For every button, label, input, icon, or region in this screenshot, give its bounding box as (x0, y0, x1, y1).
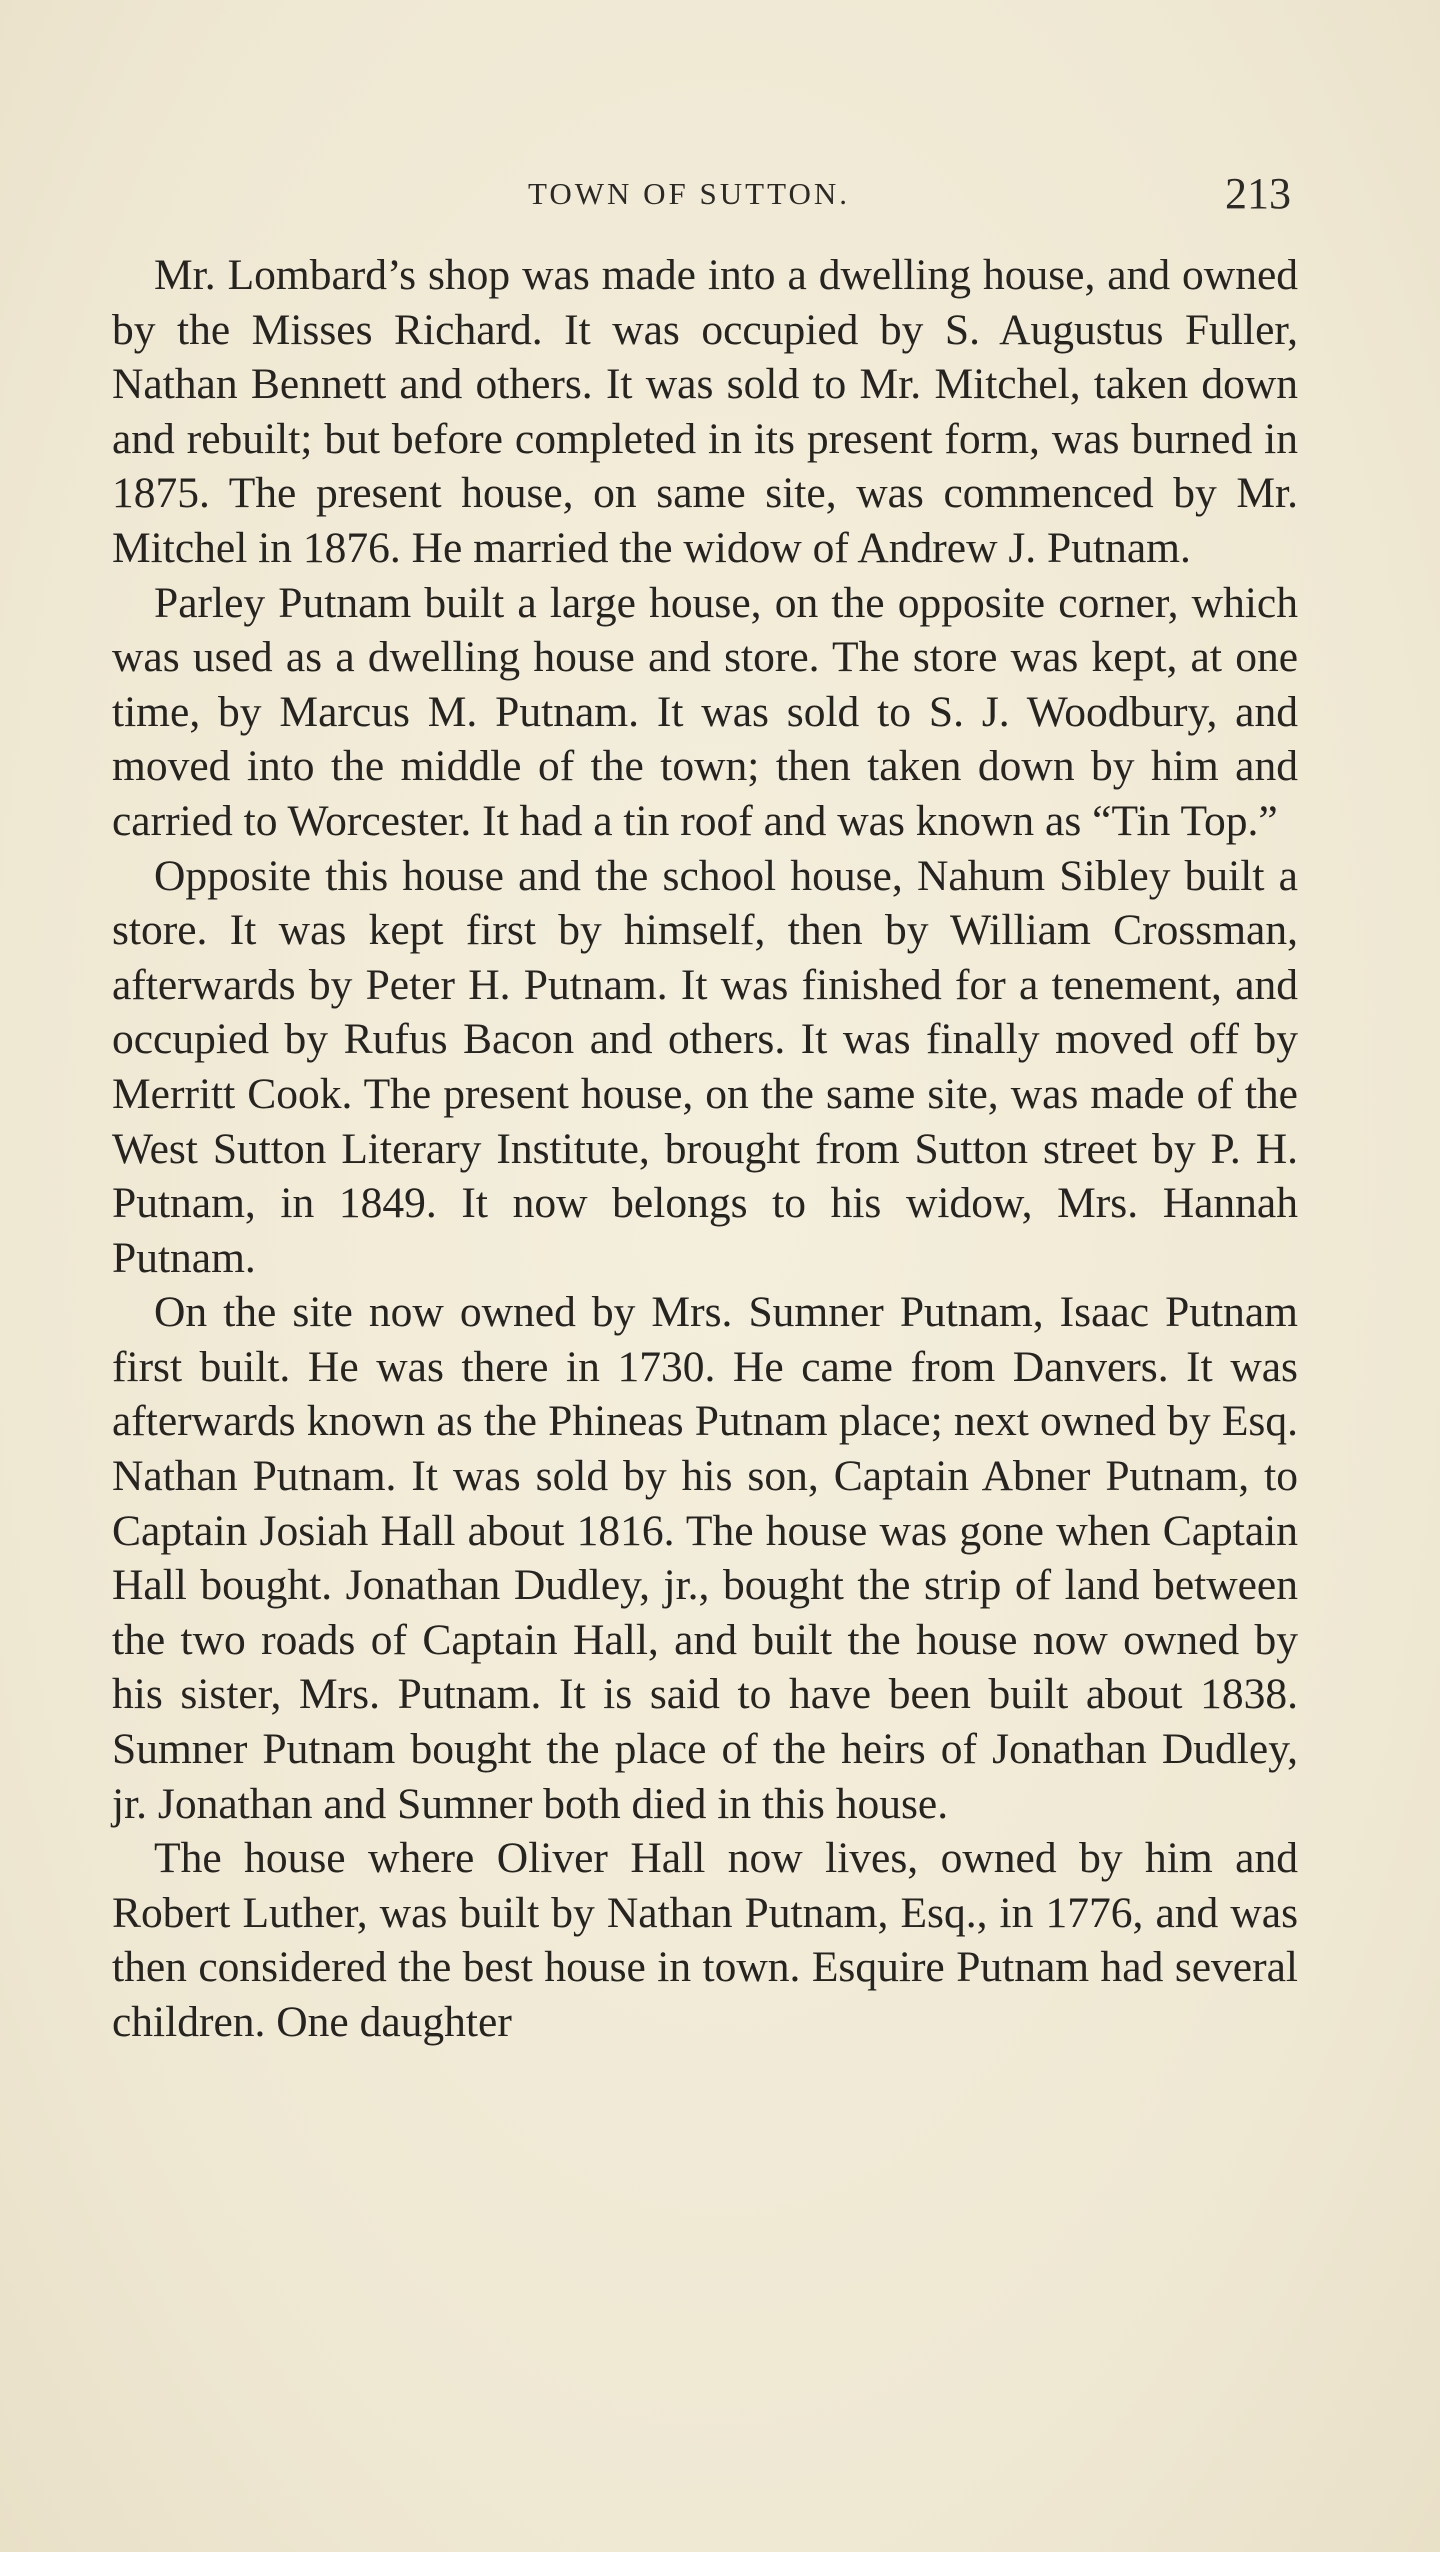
running-head: TOWN OF SUTTON. (528, 176, 851, 211)
page-number: 213 (1225, 169, 1291, 218)
paragraph-oliver-hall-house: The house where Oliver Hall now lives, owned by him and Robert Luther, was built by Nathan Putnam, Esq., in 1776, and was then considered the best house in town. Esquire Putnam had several children. One daughter (112, 1834, 1298, 2046)
paragraph-parley-putnam: Parley Putnam built a large house, on the opposite corner, which was used as a dwelling house and store. The store was kept, at one time, by Marcus M. Putnam. It was sold to S. J. Woodbury, and moved into the middle of the town; then taken down by him and carried to Worcester. It had a tin roof and was known as “Tin Top.” (112, 578, 1298, 845)
paragraph-sumner-putnam-site: On the site now owned by Mrs. Sumner Putnam, Isaac Putnam first built. He was there in 1730. He came from Danvers. It was afterwards known as the Phineas Putnam place; next owned by Esq. Nathan Putnam. It was sold by his son, Captain Abner Putnam, to Captain Josiah Hall about 1816. The house was gone when Captain Hall bought. Jonathan Dudley, jr., bought the strip of land between the two roads of Captain Hall, and built the house now owned by his sister, Mrs. Putnam. It is said to have been built about 1838. Sumner Putnam bought the place of the heirs of Jonathan Dudley, jr. Jonathan and Sumner both died in this house. (112, 1288, 1298, 1828)
paragraph-lombard-shop: Mr. Lombard’s shop was made into a dwelling house, and owned by the Misses Richard. It was occupied by S. Augustus Fuller, Nathan Bennett and others. It was sold to Mr. Mitchel, taken down and rebuilt; but before completed in its present form, was burned in 1875. The present house, on same site, was commenced by Mr. Mitchel in 1876. He married the widow of Andrew J. Putnam. (112, 251, 1298, 572)
body-text (112, 248, 1298, 2050)
page-header (0, 168, 1440, 228)
paragraph-nahum-sibley: Opposite this house and the school house, Nahum Sibley built a store. It was kept first by himself, then by William Crossman, afterwards by Peter H. Putnam. It was finished for a tenement, and occupied by Rufus Bacon and others. It was finally moved off by Merritt Cook. The present house, on the same site, was made of the West Sutton Literary Institute, brought from Sutton street by P. H. Putnam, in 1849. It now belongs to his widow, Mrs. Hannah Putnam. (112, 851, 1298, 1282)
